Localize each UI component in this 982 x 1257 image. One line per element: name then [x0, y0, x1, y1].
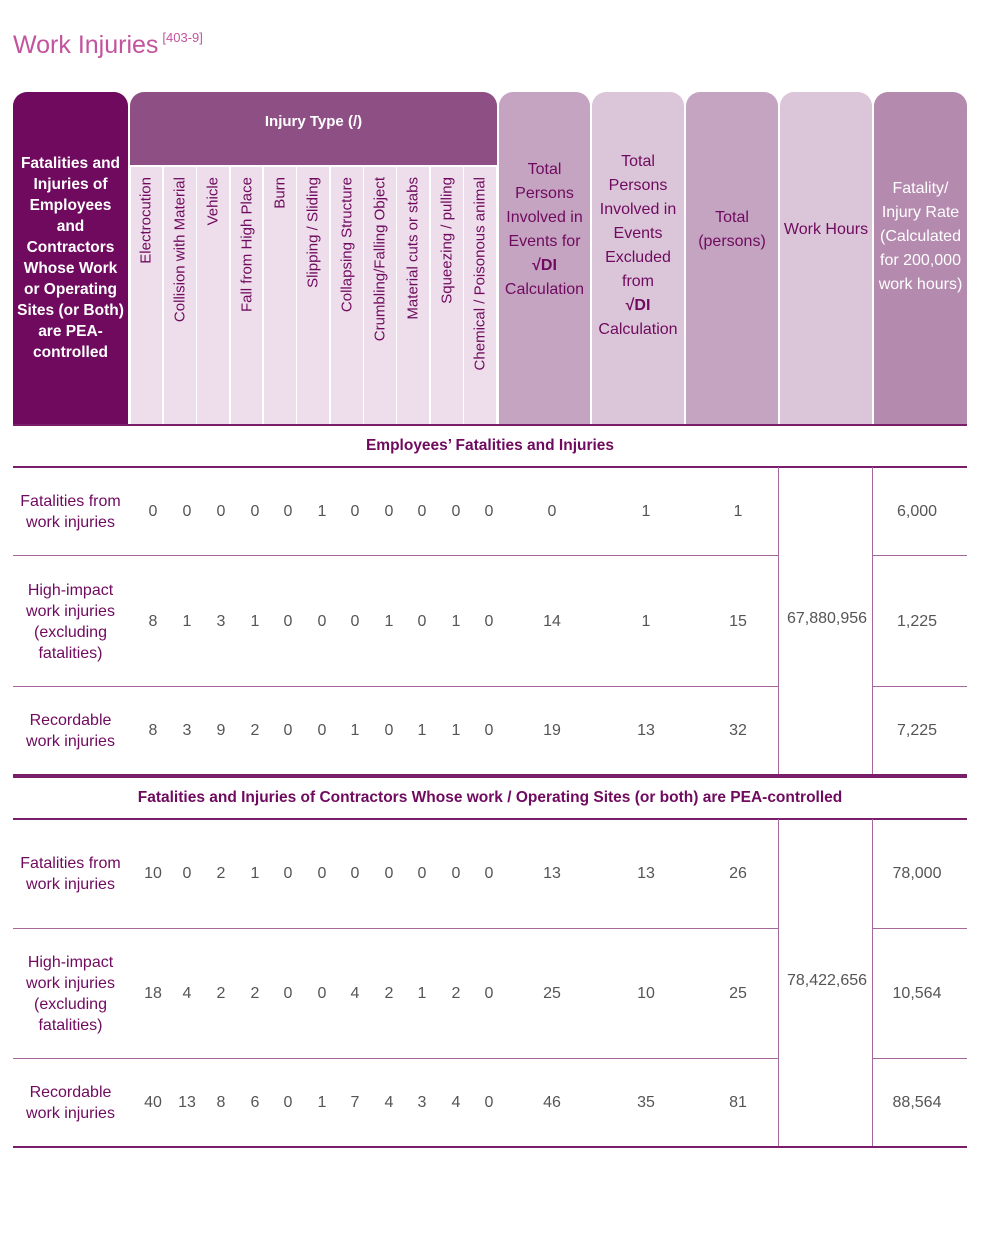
work-hours-cell: 78,422,656 [786, 972, 868, 989]
injury-count-cell: 0 [384, 722, 394, 739]
header-injury-type [197, 167, 229, 424]
injury-count-cell: 2 [250, 722, 260, 739]
header-injury-type-label: Chemical / Poisonous animal [471, 177, 489, 371]
total-persons-cell: 81 [729, 1094, 747, 1111]
injury-count-cell: 0 [350, 612, 360, 630]
header-total-excluded [592, 92, 684, 424]
header-injury-type-label: Material cuts or stabs [404, 177, 422, 320]
injury-count-cell: 1 [317, 1094, 327, 1111]
injury-count-cell: 18 [144, 985, 162, 1002]
injury-count-cell: 0 [182, 502, 192, 520]
header-injury-type [431, 167, 463, 424]
injury-count-cell: 0 [484, 1094, 494, 1111]
injury-count-cell: 40 [144, 1094, 162, 1111]
row-label: Fatalities from work injuries [20, 855, 121, 893]
total-included-cell: 46 [543, 1094, 561, 1111]
work-hours-left-border [778, 819, 779, 1147]
sqrt-di-symbol: √DI [532, 257, 557, 274]
injury-count-cell: 13 [178, 1094, 196, 1111]
injury-count-cell: 0 [317, 985, 327, 1002]
header-injury-type-label: Burn [271, 177, 289, 209]
header-main-label-text: Fatalities and Injuries of Employees and Contractors Whose Work or Operating Sites (or Both) are PEA-controlled [17, 155, 124, 361]
injury-count-cell: 1 [250, 865, 260, 882]
injury-count-cell: 0 [350, 865, 360, 882]
row-label: Fatalities from work injuries [20, 492, 121, 531]
injury-count-cell: 1 [417, 722, 427, 739]
header-total-persons-text: Total (persons) [698, 209, 766, 250]
injury-count-cell: 0 [317, 722, 327, 739]
header-injury-type [397, 167, 429, 424]
total-persons-cell: 26 [729, 865, 747, 882]
header-total-included-post: Calculation [504, 281, 585, 298]
row-divider [873, 555, 967, 556]
header-injury-group [130, 92, 497, 165]
work-hours-right-border [872, 467, 873, 775]
injury-count-cell: 4 [182, 985, 192, 1002]
injury-count-cell: 1 [250, 612, 260, 630]
header-injury-type-label: Crumbling/Falling Object [371, 177, 389, 342]
injury-count-cell: 3 [216, 612, 226, 630]
total-included-cell: 25 [543, 985, 561, 1002]
row-label: High-impact work injuries (excluding fatalities) [26, 954, 115, 1034]
total-included-cell: 13 [543, 865, 561, 882]
header-injury-type [264, 167, 296, 424]
section-bottom-border [13, 1146, 967, 1148]
injury-count-cell: 2 [216, 985, 226, 1002]
injury-count-cell: 0 [283, 612, 293, 630]
row-divider [873, 928, 967, 929]
injury-count-cell: 0 [484, 612, 494, 630]
total-included-cell: 19 [543, 722, 561, 739]
header-injury-type [331, 167, 363, 424]
injury-count-cell: 6 [250, 1094, 260, 1111]
header-injury-type-label: Collision with Material [171, 177, 189, 323]
injury-count-cell: 0 [283, 985, 293, 1002]
header-injury-type [131, 167, 163, 424]
injury-count-cell: 0 [283, 502, 293, 520]
injury-count-cell: 0 [384, 502, 394, 520]
total-excluded-cell: 13 [637, 722, 655, 739]
injury-count-cell: 8 [216, 1094, 226, 1111]
injury-count-cell: 0 [216, 502, 226, 520]
header-total-included-pre: Total Persons Involved in Events for [506, 161, 583, 250]
injury-count-cell: 0 [283, 865, 293, 882]
header-injury-type-label: Vehicle [204, 177, 222, 226]
page-title [13, 30, 203, 60]
injury-count-cell: 7 [350, 1094, 360, 1111]
row-label: Recordable work injuries [26, 712, 115, 750]
total-persons-cell: 15 [729, 612, 747, 630]
header-injury-types [130, 92, 497, 424]
injury-count-cell: 0 [484, 502, 494, 520]
total-persons-cell: 32 [729, 722, 747, 739]
injury-count-cell: 4 [451, 1094, 461, 1111]
injury-count-cell: 0 [451, 502, 461, 520]
total-persons-cell: 25 [729, 985, 747, 1002]
total-persons-cell: 1 [733, 502, 743, 520]
injury-count-cell: 1 [350, 722, 360, 739]
header-injury-type-label: Slipping / Sliding [304, 177, 322, 288]
injury-count-cell: 0 [317, 612, 327, 630]
total-excluded-cell: 35 [637, 1094, 655, 1111]
injury-count-cell: 0 [384, 865, 394, 882]
rate-cell: 7,225 [896, 722, 938, 739]
injury-count-cell: 0 [417, 865, 427, 882]
injury-count-cell: 1 [417, 985, 427, 1002]
row-label: High-impact work injuries (excluding fatalities) [26, 581, 115, 662]
header-total-excluded-post: Calculation [598, 321, 678, 338]
injury-count-cell: 0 [283, 722, 293, 739]
injury-count-cell: 0 [417, 502, 427, 520]
total-included-cell: 0 [547, 502, 557, 520]
total-excluded-cell: 1 [641, 502, 651, 520]
header-work-hours-text: Work Hours [783, 221, 869, 238]
rate-cell: 78,000 [892, 865, 942, 882]
row-divider [873, 686, 967, 687]
header-total-persons [686, 92, 778, 424]
section-title: Employees’ Fatalities and Injuries [365, 437, 615, 454]
injury-count-cell: 0 [484, 722, 494, 739]
injury-count-cell: 0 [484, 865, 494, 882]
injury-count-cell: 8 [148, 722, 158, 739]
injury-count-cell: 2 [384, 985, 394, 1002]
injury-count-cell: 2 [451, 985, 461, 1002]
header-main-label [13, 92, 128, 424]
header-total-included [499, 92, 590, 424]
rate-cell: 6,000 [896, 502, 938, 520]
sqrt-di-symbol: √DI [625, 297, 651, 314]
injury-count-cell: 0 [148, 502, 158, 520]
row-divider [873, 1058, 967, 1059]
total-included-cell: 14 [543, 612, 561, 630]
injury-count-cell: 0 [484, 985, 494, 1002]
row-label: Recordable work injuries [26, 1084, 115, 1122]
injury-count-cell: 10 [144, 865, 162, 882]
header-total-excluded-pre: Total Persons Involved in Events Excluded from [599, 153, 677, 290]
gri-reference: [403-9] [162, 30, 203, 45]
header-injury-type [231, 167, 263, 424]
work-hours-cell: 67,880,956 [786, 610, 868, 627]
injury-count-cell: 0 [317, 865, 327, 882]
header-injury-type-label: Fall from High Place [238, 177, 255, 313]
header-injury-type-label: Electrocution [137, 177, 155, 264]
injury-count-cell: 0 [250, 502, 260, 520]
injury-count-cell: 1 [384, 612, 394, 630]
header-injury-type [364, 167, 396, 424]
injury-count-cell: 1 [182, 612, 192, 630]
work-hours-left-border [778, 467, 779, 775]
header-rate [874, 92, 967, 424]
injury-count-cell: 0 [182, 865, 192, 882]
injury-count-cell: 3 [417, 1094, 427, 1111]
injury-count-cell: 1 [451, 722, 461, 739]
header-rate-text: Fatality/ Injury Rate (Calculated for 200,000 work hours) [878, 180, 963, 293]
total-excluded-cell: 1 [641, 612, 651, 630]
injury-count-cell: 0 [417, 612, 427, 630]
rate-cell: 1,225 [896, 612, 938, 630]
header-injury-type [464, 167, 496, 424]
total-excluded-cell: 13 [637, 865, 655, 882]
rate-cell: 10,564 [892, 985, 942, 1002]
rate-cell: 88,564 [892, 1094, 942, 1111]
total-excluded-cell: 10 [637, 985, 655, 1002]
injury-count-cell: 0 [350, 502, 360, 520]
header-injury-type [164, 167, 196, 424]
section-title-border [13, 466, 967, 468]
header-injury-group-text: Injury Type (/) [264, 113, 363, 130]
work-hours-right-border [872, 819, 873, 1147]
injury-count-cell: 3 [182, 722, 192, 739]
page-title-text: Work Injuries [13, 31, 159, 59]
injury-count-cell: 2 [250, 985, 260, 1002]
header-injury-type [297, 167, 329, 424]
header-work-hours [780, 92, 872, 424]
header-injury-type-label: Squeezing / pulling [438, 177, 456, 304]
injury-count-cell: 0 [451, 865, 461, 882]
header-injury-type-label: Collapsing Structure [338, 177, 356, 313]
injury-count-cell: 9 [216, 722, 226, 739]
injury-count-cell: 0 [283, 1094, 293, 1111]
section-title-border [13, 818, 967, 820]
injury-count-cell: 1 [317, 502, 327, 520]
injury-count-cell: 1 [451, 612, 461, 630]
injury-count-cell: 8 [148, 612, 158, 630]
injury-count-cell: 4 [350, 985, 360, 1002]
injury-count-cell: 2 [216, 865, 226, 882]
injury-count-cell: 4 [384, 1094, 394, 1111]
section-title: Fatalities and Injuries of Contractors Whose work / Operating Sites (or both) are PEA-controlled [137, 789, 843, 806]
